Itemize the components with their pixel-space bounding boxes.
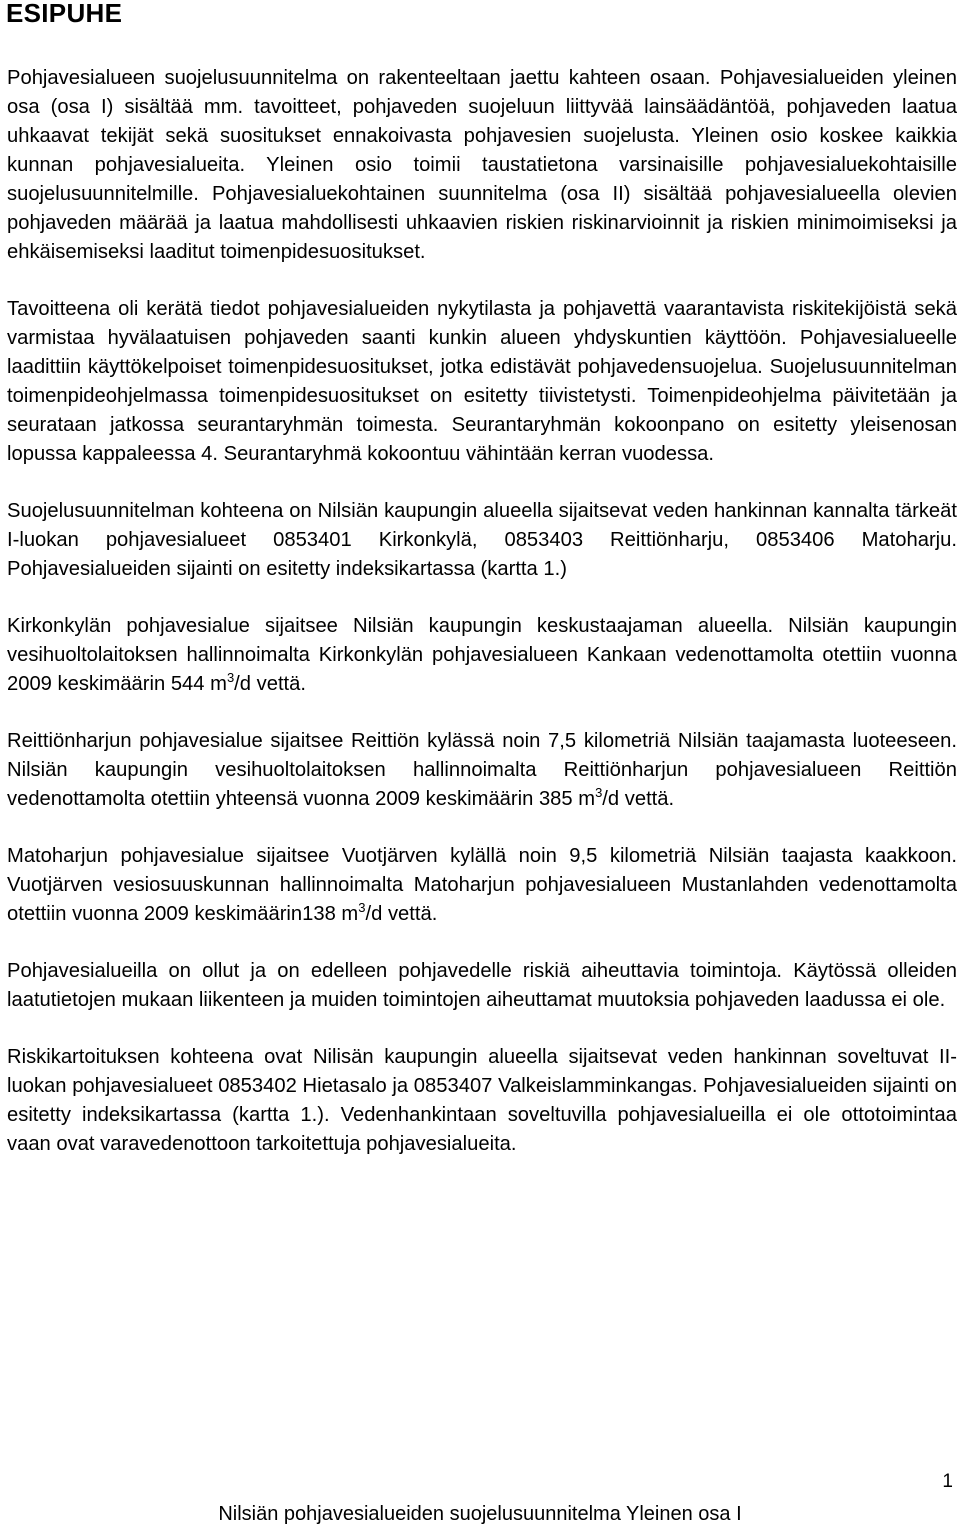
page-footer: Nilsiän pohjavesialueiden suojelusuunnitelma Yleinen osa I: [218, 1503, 742, 1525]
paragraph-objectives: Tavoitteena oli kerätä tiedot pohjavesialueiden nykytilasta ja pohjavettä vaarantavista riskitekijöistä sekä varmistaa hyvälaatuisen pohjaveden saanti kunkin alueen yhdyskuntien käyttöön. Pohjavesialueelle laadittiin käyttökelpoiset toimenpidesuositukset, jotka edistävät pohjavedensuojelua. Suojelusuunnitelman toimenpideohjelmassa toimenpidesuositukset on esitetty tiivistetysti. Toimenpideohjelma päivitetään ja seurataan jatkossa seurantaryhmän toimesta. Seurantaryhmän kokoonpano on esitetty yleisenosan lopussa kappaleessa 4. Seurantaryhmä kokoontuu vähintään kerran vuodessa.: [7, 298, 957, 465]
page-title: ESIPUHE: [6, 0, 123, 28]
superscript-cubic: 3: [358, 900, 366, 915]
paragraph-matoharju-text: Matoharjun pohjavesialue sijaitsee Vuotjärven kylällä noin 9,5 kilometriä Nilsiän taajasta kaakkoon. Vuotjärven vesiosuuskunnan hallinnoimalta Matoharjun pohjavesialueen Mustanlahden vedenottamolta otettiin vuonna 2009 keskimäärin138 m: [7, 845, 957, 925]
paragraph-matoharju: [7, 842, 957, 929]
paragraph-risks: Pohjavesialueilla on ollut ja on edelleen pohjavedelle riskiä aiheuttavia toimintoja. Käytössä olleiden laatutietojen mukaan liikenteen ja muiden toimintojen aiheuttamat muutoksia pohjaveden laadussa ei ole.: [7, 960, 957, 1011]
paragraph-target-areas: Suojelusuunnitelman kohteena on Nilsiän kaupungin alueella sijaitsevat veden hankinnan kannalta tärkeät I-luokan pohjavesialueet 0853401 Kirkonkylä, 0853403 Reittiönharju, 0853406 Matoharju. Pohjavesialueiden sijainti on esitetty indeksikartassa (kartta 1.): [7, 500, 957, 580]
paragraph-reittionharju-unit: /d vettä.: [602, 788, 675, 810]
paragraph-risk-mapping: Riskikartoituksen kohteena ovat Nilisän kaupungin alueella sijaitsevat veden hankinnan soveltuvat II-luokan pohjavesialueet 0853402 Hietasalo ja 0853407 Valkeislamminkangas. Pohjavesialueiden sijainti on esitetty indeksikartassa (kartta 1.). Vedenhankintaan soveltuvilla pohjavesialueilla ei ole ottotoimintaa vaan ovat varavedenottoon tarkoitettuja pohjavesialueita.: [7, 1046, 957, 1155]
paragraph-kirkonkyla: [7, 612, 957, 699]
paragraph-reittionharju: [7, 727, 957, 814]
paragraph-matoharju-unit: /d vettä.: [365, 903, 438, 925]
superscript-cubic: 3: [226, 670, 235, 685]
document-body: [7, 64, 957, 1187]
paragraph-kirkonkyla-unit: /d vettä.: [234, 673, 306, 695]
page-number: 1: [942, 1471, 953, 1492]
paragraph-intro: Pohjavesialueen suojelusuunnitelma on rakenteeltaan jaettu kahteen osaan. Pohjavesialueiden yleinen osa (osa I) sisältää mm. tavoitteet, pohjaveden suojeluun liittyvää lainsäädäntöä, pohjaveden laatua uhkaavat tekijät sekä suositukset ennakoivasta pohjavesien suojelusta. Yleinen osio koskee kaikkia kunnan pohjavesialueita. Yleinen osio toimii taustatietona varsinaisille pohjavesialuekohtaisille suojelusuunnitelmille. Pohjavesialuekohtainen suunnitelma (osa II) sisältää pohjavesialueella olevien pohjaveden määrää ja laatua mahdollisesti uhkaavien riskien riskinarvioinnit ja riskien minimoimiseksi ja ehkäisemiseksi laaditut toimenpidesuositukset.: [7, 67, 957, 263]
paragraph-kirkonkyla-text: Kirkonkylän pohjavesialue sijaitsee Nilsiän kaupungin keskustaajaman alueella. Nilsiän kaupungin vesihuoltolaitoksen hallinnoimalta Kirkonkylän pohjavesialueen Kankaan vedenottamolta otettiin vuonna 2009 keskimäärin 544 m: [7, 615, 957, 695]
paragraph-reittionharju-text: Reittiönharjun pohjavesialue sijaitsee Reittiön kylässä noin 7,5 kilometriä Nilsiän taajamasta luoteeseen. Nilsiän kaupungin vesihuoltolaitoksen hallinnoimalta Reittiönharjun pohjavesialueen Reittiön vedenottamolta otettiin yhteensä vuonna 2009 keskimäärin 385 m: [7, 730, 957, 810]
superscript-cubic: 3: [595, 785, 603, 800]
